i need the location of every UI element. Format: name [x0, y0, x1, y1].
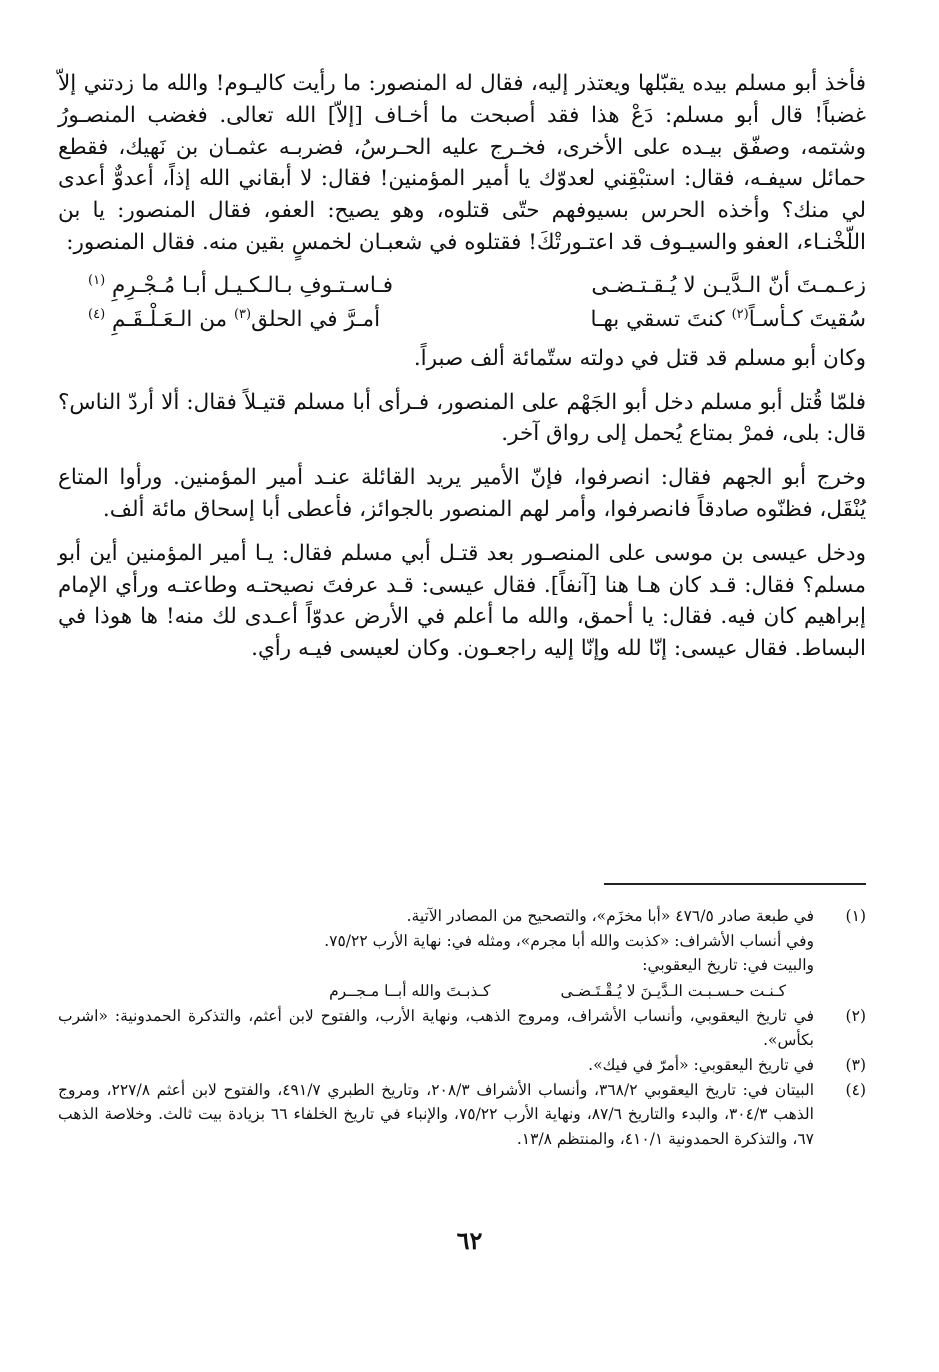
footnote-4 — [58, 1078, 866, 1152]
footnote-ref-1: (١) — [88, 272, 106, 288]
footnote-number: (٢) — [845, 1006, 866, 1025]
paragraph-5: ودخل عيسى بن موسى على المنصـور بعد قتـل أبي مسلم فقال: يـا أمير المؤمنين أين أبو مسلم؟ فقال: قـد كان هـا هنا [آنفاً]. فقال عيسى: قـد عرفتَ نصيحتـه وطاعتـه ورأي الإمام إبراهيم كان فيه. فقال: يا أحمق، والله ما أعلم في الأرض عدوّاً أعـدى لك منه! ها هوذا في البساط. فقال عيسى: إنّا لله وإنّا إليه راجعـون. وكان لعيسى فيـه رأي. — [58, 540, 866, 662]
paragraph-3: فلمّا قُتل أبو مسلم دخل أبو الجَهْم على المنصور، فـرأى أبا مسلم قتيـلاً فقال: ألا أردّ الناس؟ قال: بلى، فمرْ بمتاع يُحمل إلى رواق آخر. — [58, 389, 866, 447]
footnote-3 — [58, 1053, 866, 1078]
verse-2-second-rest: من الـعَـلْـقَـمِ — [111, 306, 234, 332]
verses-block — [58, 269, 866, 337]
footnote-poem-first: كـنـت حـسـبـت الـدَّيـنَ لا يُـقْـتَـضـى — [560, 981, 786, 1000]
verse-1 — [58, 269, 866, 303]
verse-1-first-hemistich: زعـمـتَ أنّ الـدَّيـن لا يُـقـتـضـى — [591, 272, 866, 298]
footnote-1 — [58, 904, 866, 929]
footnote-ref-3: (٣) — [233, 306, 252, 322]
footnote-1-line-3: والبيت في: تاريخ اليعقوبي: — [642, 956, 814, 975]
footnote-number: (١) — [845, 907, 866, 925]
verse-1-second-text: فـاسـتـوفِ بـالـكـيـل أبـا مُـجْـرِمِ — [111, 272, 394, 298]
footnote-1-line-2: وفي أنساب الأشراف: «كذبت والله أبا مجرم»، ومثله في: نهاية الأرب ٧٥/٢٢. — [324, 931, 814, 950]
footnote-ref-2: (٢) — [731, 306, 749, 322]
paragraph-1: فأخذ أبو مسلم بيده يقبّلها ويعتذر إليه، فقال له المنصور: ما رأيت كاليـوم! والله ما زدتني إلاّ غضباً! قال أبو مسلم: دَعْ هذا فقد أصبحت ما أخـاف [إلاّ] الله تعالى. فغضب المنصـورُ وشتمه، وصفّق بيـده على الأخرى، فخـرج عليه الحـرسُ، فضربـه عثمـان بن نَهيك، فقطع حمائل سيفـه، فقال: استبْقِني لعدوّك يا أمير المؤمنين! فقال: لا أبقاني الله إذاً، أعدوٌّ أعدى لي منك؟ وأخذه الحرس بسيوفهم حتّى قتلوه، وهو يصيح: العفو، فقال المنصور: يا بن اللّخْنـاء، العفو والسيـوف قد اعتـورتْكَ! فقتلوه في شعبـان لخمسٍ بقين منه. فقال المنصور: — [58, 71, 866, 255]
verse-2-first-rest: كنتَ تسقي بهـا — [590, 306, 732, 332]
footnote-divider — [604, 883, 866, 885]
footnote-2 — [58, 1004, 866, 1053]
footnote-text: في تاريخ اليعقوبي، وأنساب الأشراف، ومروج الذهب، ونهاية الأرب، والفتوح لابن أعثم، والتذكرة الحمدونية: «اشرب بكأس». — [58, 1006, 814, 1050]
footnotes — [58, 904, 866, 1151]
book-page — [58, 68, 866, 1148]
footnote-text: في تاريخ اليعقوبي: «أمرّ في فيك». — [588, 1055, 814, 1074]
paragraph-4: وخرج أبو الجهم فقال: انصرفوا، فإنّ الأمير يريد القائلة عنـد أمير المؤمنين. ورأوا المتاع يُنْقَل، فظنّوه صادقاً فانصرفوا، وأمر لهم المنصور بالجوائز، فأعطى أبا إسحاق مائة ألف. — [58, 465, 866, 522]
footnote-number: (٤) — [845, 1080, 866, 1099]
paragraph-2: وكان أبو مسلم قد قتل في دولته ستّمائة ألف صبراً. — [413, 345, 866, 371]
footnote-text: في طبعة صادر ٤٧٦/٥ «أبا مخزَم»، والتصحيح من المصادر الآتية. — [406, 907, 814, 925]
verse-2-second-hemistich — [88, 303, 380, 337]
footnote-1-poem — [58, 978, 866, 1004]
page-number: ٦٢ — [456, 1226, 483, 1255]
verse-2-second-text: أمـرَّ في الحلق — [251, 306, 381, 332]
footnote-text: البيتان في: تاريخ اليعقوبي ٣٦٨/٢، وأنساب الأشراف ٢٠٨/٣، وتاريخ الطبري ٤٩١/٧، والفتوح لابن أعثم ٢٢٧/٨، ومروج الذهب ٣٠٤/٣، والبدء والتاريخ ٨٧/٦، ونهاية الأرب ٧٥/٢٢، والإنباء في تاريخ الخلفاء ٦٦ بزيادة بيت ثالث. وخلاصة الذهب ٦٧، والتذكرة الحمدونية ٤١٠/١، والمنتظم ١٣/٨. — [58, 1080, 815, 1148]
footnote-ref-4: (٤) — [88, 306, 106, 322]
footnote-number: (٣) — [845, 1055, 866, 1074]
verse-2-first-text: سُقيتَ كـأسـاً — [748, 306, 866, 332]
footnote-poem-second: كـذبـتَ والله أبــا مـجــرم — [329, 981, 491, 1000]
verse-2-first-hemistich — [496, 303, 866, 337]
verse-2 — [58, 303, 866, 337]
verse-1-second-hemistich — [88, 269, 393, 303]
